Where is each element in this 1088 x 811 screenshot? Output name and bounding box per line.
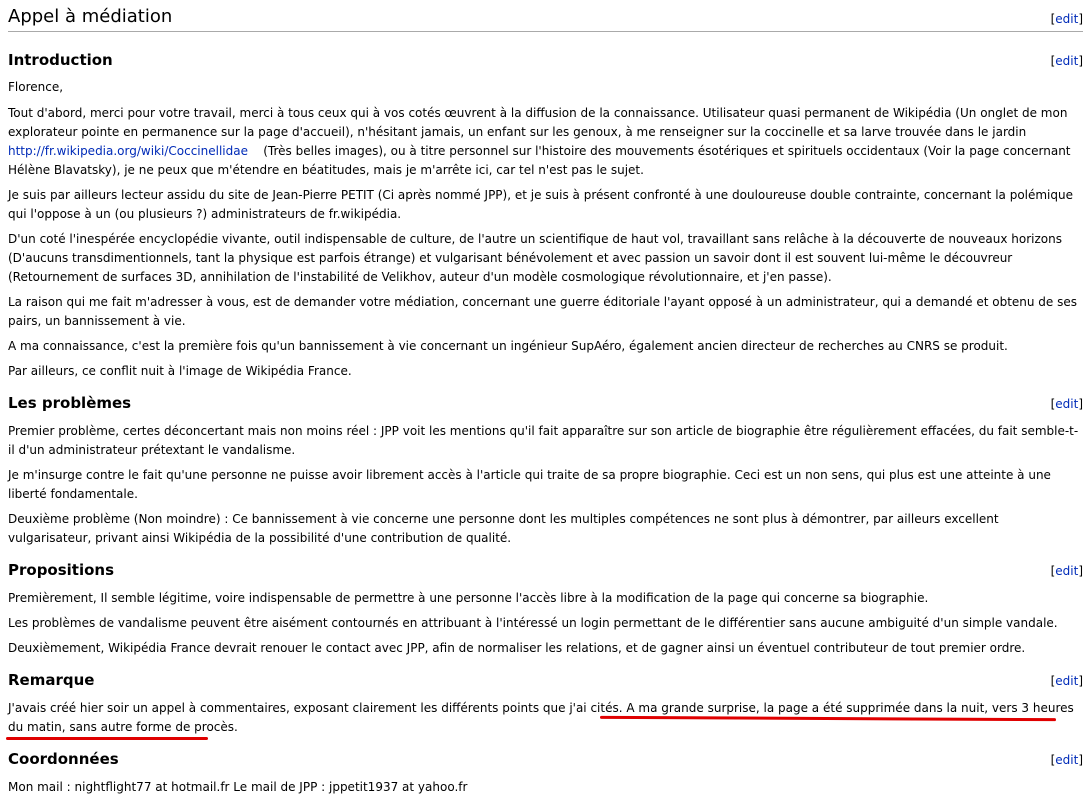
edit-link-text[interactable]: edit bbox=[1055, 397, 1079, 411]
title-divider bbox=[8, 31, 1083, 32]
propositions-paragraph-1: Premièrement, Il semble légitime, voire indispensable de permettre à une personne l'accès libre à la modification de la page qui concerne sa biographie. bbox=[8, 591, 929, 605]
page-title: Appel à médiation bbox=[8, 6, 173, 27]
intro-paragraph-4: La raison qui me fait m'adresser à vous, est de demander votre médiation, concernant une guerre éditoriale l'ayant opposé à un administrateur, qui a demandé et obtenu de ses pairs, un bannissement à vie. bbox=[8, 295, 1078, 328]
edit-link-text[interactable]: edit bbox=[1055, 54, 1079, 68]
section-heading-coordonnees: Coordonnées bbox=[8, 750, 119, 768]
intro-p1-text: Tout d'abord, merci pour votre travail, merci à tous ceux qui à vos cotés œuvrent à la diffusion de la connaissance. Utilisateur quasi permanent de Wikipédia (Un onglet de mon explorateur pointe en permanence sur la page d'accueil), n'hésitant jamais, un enfant sur les genoux, à me renseigner sur la coccinelle et sa larve trouvée dans le jardin bbox=[8, 106, 1068, 139]
coccinellidae-link[interactable]: http://fr.wikipedia.org/wiki/Coccinellidae bbox=[8, 144, 248, 158]
edit-link-problemes[interactable]: [edit] bbox=[1050, 397, 1083, 411]
edit-link-text[interactable]: edit bbox=[1055, 674, 1079, 688]
edit-link-introduction[interactable]: [edit] bbox=[1050, 54, 1083, 68]
remarque-text-highlighted: A ma grande surprise, la page a été supprimée dans la nuit, vers 3 heures du matin, sans autre forme de procès. bbox=[8, 701, 1074, 734]
intro-paragraph-3: D'un coté l'inespérée encyclopédie vivante, outil indispensable de culture, de l'autre un scientifique de haut vol, travaillant sans relâche à la découverte de nouveaux horizons (D'aucuns transdimentionnels, tant la physique est parfois étrange) et vulgarisant bénévolement et avec passion un savoir dont il est souvent lui-même le découvreur (Retournement de surfaces 3D, annihilation de l'instabilité de Velikhov, auteur d'un modèle cosmologique révolutionnaire, et j'en passe). bbox=[8, 232, 1062, 284]
problemes-paragraph-2: Je m'insurge contre le fait qu'une personne ne puisse avoir librement accès à l'article qui traite de sa propre biographie. Ceci est un non sens, qui plus est une atteinte à une liberté fondamentale. bbox=[8, 468, 1051, 501]
coordonnees-paragraph-1: Mon mail : nightflight77 at hotmail.fr Le mail de JPP : jppetit1937 at yahoo.fr bbox=[8, 780, 468, 794]
propositions-paragraph-2: Les problèmes de vandalisme peuvent être aisément contournés en attribuant à l'intéressé un login permettant de le différentier sans aucune ambiguité d'un simple vandale. bbox=[8, 616, 1058, 630]
edit-link-title[interactable]: [edit] bbox=[1050, 12, 1083, 26]
section-heading-remarque: Remarque bbox=[8, 671, 95, 689]
edit-link-text[interactable]: edit bbox=[1055, 564, 1079, 578]
remarque-text-part1: J'avais créé hier soir un appel à commentaires, exposant clairement les différents points que j'ai cités. bbox=[8, 701, 623, 715]
section-heading-propositions: Propositions bbox=[8, 561, 115, 579]
intro-paragraph-5: A ma connaissance, c'est la première fois qu'un bannissement à vie concernant un ingénieur SupAéro, également ancien directeur de recherches au CNRS se produit. bbox=[8, 339, 1008, 353]
propositions-paragraph-3: Deuxièmement, Wikipédia France devrait renouer le contact avec JPP, afin de normaliser les relations, et de gagner ainsi un éventuel contributeur de tout premier ordre. bbox=[8, 641, 1026, 655]
section-heading-introduction: Introduction bbox=[8, 51, 113, 69]
intro-p1-text-after: (Très belles images), ou à titre personnel sur l'histoire des mouvements ésotériques et spirituels occidentaux (Voir la page concernant Hélène Blavatsky), je ne peux que m'étendre en béatitudes, mais je m'arrête ici, car tel n'est pas le sujet. bbox=[8, 144, 1071, 177]
intro-paragraph-2: Je suis par ailleurs lecteur assidu du site de Jean-Pierre PETIT (Ci après nommé JPP), et je suis à présent confronté à une douloureuse double contrainte, concernant la polémique qui l'oppose à un (ou plusieurs ?) administrateurs de fr.wikipédia. bbox=[8, 188, 1073, 221]
edit-link-coordonnees[interactable]: [edit] bbox=[1050, 753, 1083, 767]
intro-paragraph-1 bbox=[8, 104, 1083, 180]
section-heading-problemes: Les problèmes bbox=[8, 394, 132, 412]
problemes-paragraph-3: Deuxième problème (Non moindre) : Ce bannissement à vie concerne une personne dont les multiples compétences ne sont plus à démontrer, par ailleurs excellent vulgarisateur, privant ainsi Wikipédia de la possibilité d'une contribution de qualité. bbox=[8, 512, 999, 545]
intro-paragraph-6: Par ailleurs, ce conflit nuit à l'image de Wikipédia France. bbox=[8, 364, 352, 378]
problemes-paragraph-1: Premier problème, certes déconcertant mais non moins réel : JPP voit les mentions qu'il fait apparaître sur son article de biographie être régulièrement effacées, du fait semble-t-il d'un administrateur prétextant le vandalisme. bbox=[8, 424, 1079, 457]
edit-link-text[interactable]: edit bbox=[1055, 12, 1079, 26]
edit-link-text[interactable]: edit bbox=[1055, 753, 1079, 767]
intro-greeting: Florence, bbox=[8, 80, 64, 94]
red-underline-annotation-2 bbox=[6, 737, 208, 740]
edit-link-propositions[interactable]: [edit] bbox=[1050, 564, 1083, 578]
edit-link-remarque[interactable]: [edit] bbox=[1050, 674, 1083, 688]
